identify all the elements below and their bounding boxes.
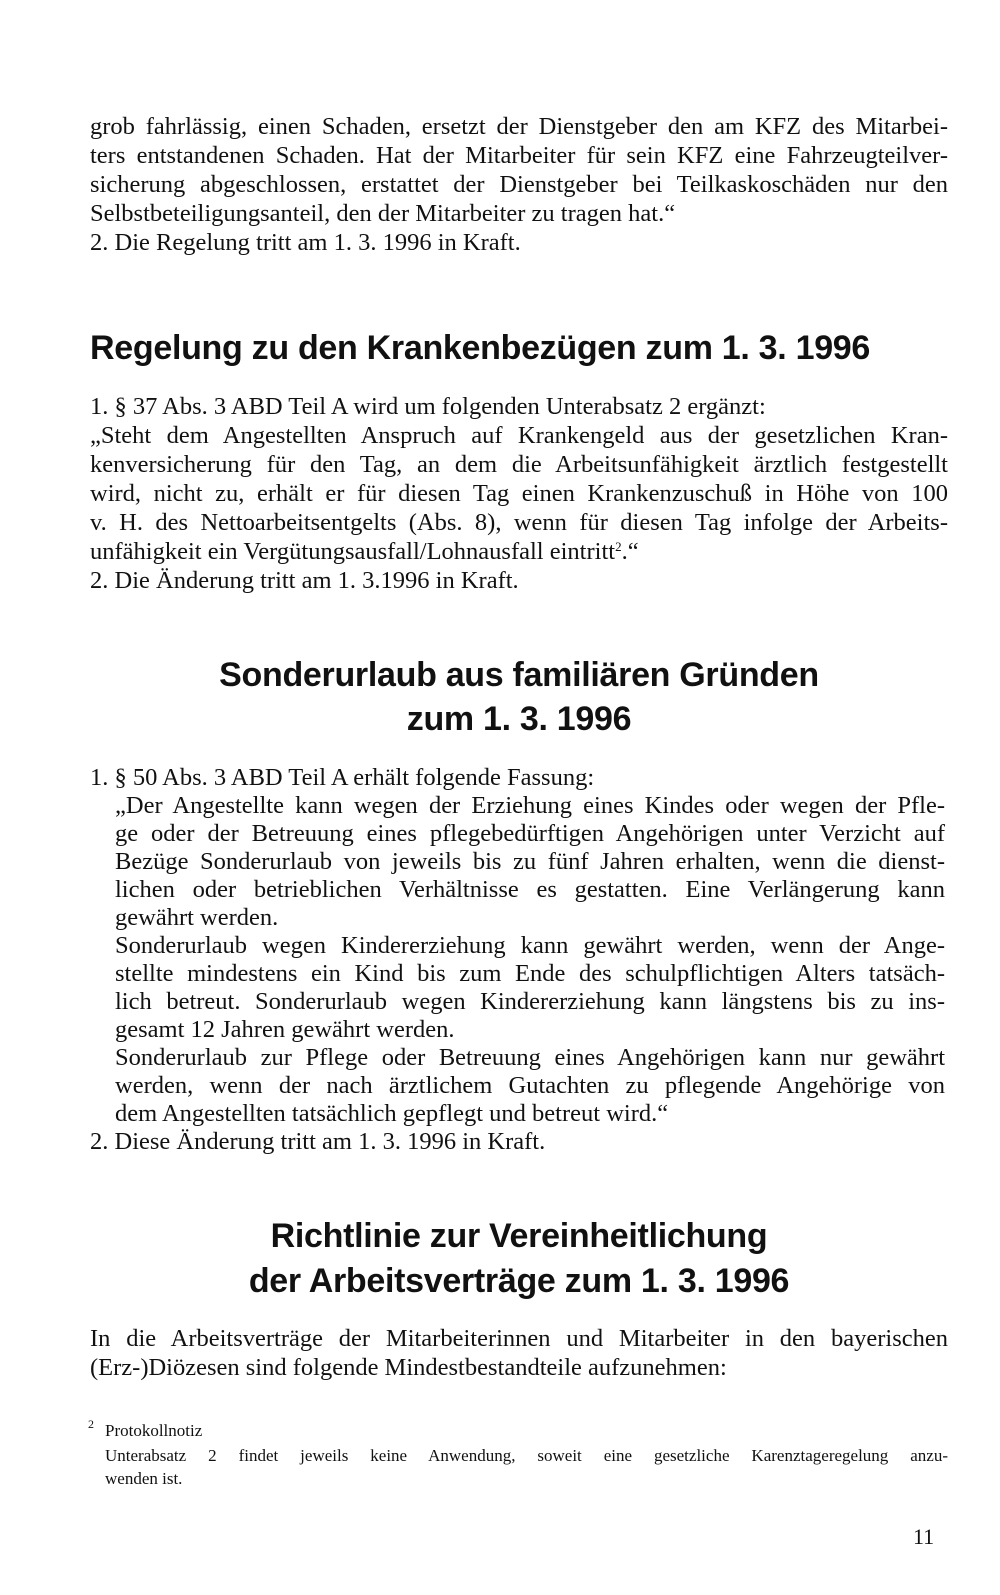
text-line: Sonderurlaub zur Pflege oder Betreuung eines Angehörigen kann nur gewährt — [115, 1044, 945, 1071]
text-line: wird, nicht zu, erhält er für diesen Tag einen Krankenzuschuß in Höhe von 100 — [90, 480, 948, 507]
footnote-title: Protokollnotiz — [105, 1421, 203, 1440]
text-line: kenversicherung für den Tag, an dem die Arbeitsunfähigkeit ärztlich festgestellt — [90, 451, 948, 478]
text-line: v. H. des Nettoarbeitsentgelts (Abs. 8), wenn für diesen Tag infolge der Arbeits- — [90, 509, 948, 536]
text-line: In die Arbeitsverträge der Mitarbeiterinnen und Mitarbeiter in den bayerischen — [90, 1325, 948, 1352]
text-line-body: unfähigkeit ein Vergütungsausfall/Lohnausfall eintritt — [90, 538, 616, 565]
section-heading: Sonderurlaub aus familiären Gründen — [219, 656, 819, 694]
text-line: Bezüge Sonderurlaub von jeweils bis zu fünf Jahren erhalten, wenn die dienst- — [115, 848, 945, 875]
footnote-reference: 2 — [615, 539, 622, 554]
text-line: stellte mindestens ein Kind bis zum Ende des schulpflichtigen Alters tatsäch- — [115, 960, 945, 987]
text-line: grob fahrlässig, einen Schaden, ersetzt der Dienstgeber den am KFZ des Mitarbei- — [90, 113, 948, 140]
page-number: 11 — [913, 1524, 935, 1549]
footnote-text: Unterabsatz 2 findet jeweils keine Anwendung, soweit eine gesetzliche Karenztageregelung anzu- — [105, 1446, 948, 1465]
text-line: Selbstbeteiligungsanteil, den der Mitarbeiter zu tragen hat.“ — [90, 200, 676, 227]
text-line: ters entstandenen Schaden. Hat der Mitarbeiter für sein KFZ eine Fahrzeugteilver- — [90, 142, 948, 169]
text-line: gesamt 12 Jahren gewährt werden. — [115, 1016, 455, 1043]
text-line: „Steht dem Angestellten Anspruch auf Krankengeld aus der gesetzlichen Kran- — [90, 422, 948, 449]
text-line: 1. § 37 Abs. 3 ABD Teil A wird um folgenden Unterabsatz 2 ergänzt: — [90, 393, 766, 420]
text-line: 1. § 50 Abs. 3 ABD Teil A erhält folgende Fassung: — [90, 764, 595, 791]
section-heading: Richtlinie zur Vereinheitlichung — [270, 1217, 768, 1255]
text-line: ge oder der Betreuung eines pflegebedürftigen Angehörigen unter Verzicht auf — [115, 820, 945, 847]
text-line: lich betreut. Sonderurlaub wegen Kindererziehung kann längstens bis zu ins- — [115, 988, 945, 1015]
text-line: 2. Die Regelung tritt am 1. 3. 1996 in Kraft. — [90, 229, 521, 256]
text-line: werden, wenn der nach ärztlichem Gutachten zu pflegende Angehörige von — [115, 1072, 945, 1099]
text-line: (Erz-)Diözesen sind folgende Mindestbestandteile aufzunehmen: — [90, 1354, 727, 1381]
text-line: Sonderurlaub wegen Kindererziehung kann gewährt werden, wenn der Ange- — [115, 932, 945, 959]
text-line: 2. Die Änderung tritt am 1. 3.1996 in Kraft. — [90, 567, 519, 594]
text-line — [90, 538, 639, 566]
section-heading: der Arbeitsverträge zum 1. 3. 1996 — [248, 1262, 790, 1300]
text-line: 2. Diese Änderung tritt am 1. 3. 1996 in Kraft. — [90, 1128, 546, 1155]
section-heading: zum 1. 3. 1996 — [406, 700, 632, 738]
section-heading: Regelung zu den Krankenbezügen zum 1. 3. 1996 — [90, 329, 871, 367]
text-line: gewährt werden. — [115, 904, 279, 931]
text-line: lichen oder betrieblichen Verhältnisse es gestatten. Eine Verlängerung kann — [115, 876, 945, 903]
footnote-marker: 2 — [88, 1417, 94, 1431]
quote-close: .“ — [621, 538, 639, 565]
text-line: „Der Angestellte kann wegen der Erziehung eines Kindes oder wegen der Pfle- — [115, 792, 945, 819]
text-line: sicherung abgeschlossen, erstattet der Dienstgeber bei Teilkaskoschäden nur den — [90, 171, 948, 198]
footnote-text: wenden ist. — [105, 1469, 183, 1488]
text-line: dem Angestellten tatsächlich gepflegt und betreut wird.“ — [115, 1100, 669, 1127]
